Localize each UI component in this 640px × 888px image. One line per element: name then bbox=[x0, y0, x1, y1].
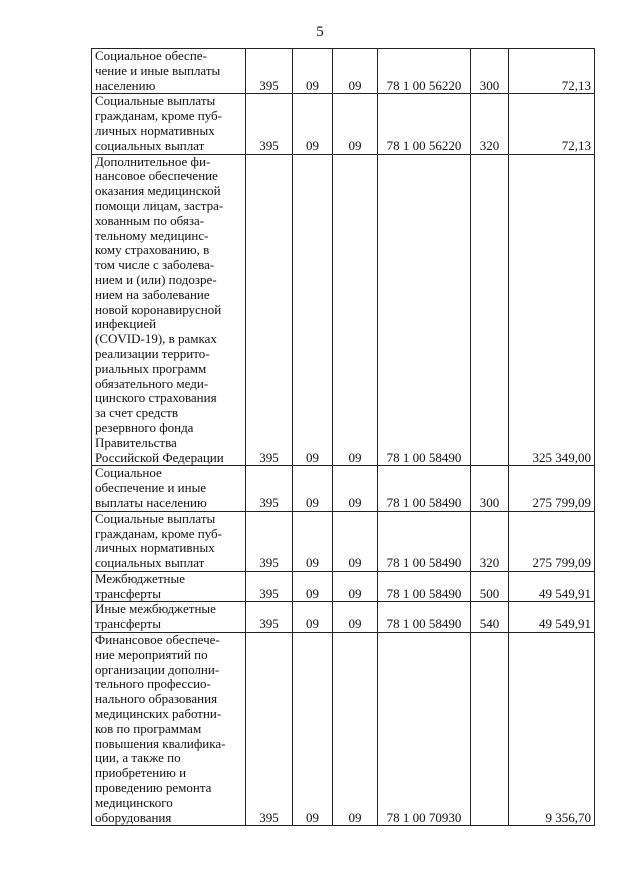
admin-code-cell: 395 bbox=[246, 466, 293, 511]
admin-code-cell: 395 bbox=[246, 602, 293, 633]
amount-cell: 275 799,09 bbox=[509, 511, 595, 571]
amount-cell: 49 549,91 bbox=[509, 602, 595, 633]
subsection-code-cell: 09 bbox=[333, 633, 378, 826]
subsection-code-cell: 09 bbox=[333, 466, 378, 511]
row-description: Финансовое обеспече- ние мероприятий по организации дополни- тельного профессио- нального образования медицинских работни- ков по программам повышения квалифика- ции, а также по приобретению и проведению ремонта медицинского оборудования bbox=[92, 633, 246, 826]
target-article-cell: 78 1 00 58490 bbox=[378, 154, 471, 466]
section-code-cell: 09 bbox=[293, 49, 333, 94]
expense-type-cell: 320 bbox=[471, 511, 509, 571]
subsection-code-cell: 09 bbox=[333, 94, 378, 154]
expense-type-cell: 300 bbox=[471, 49, 509, 94]
admin-code-cell: 395 bbox=[246, 571, 293, 602]
expense-type-cell bbox=[471, 633, 509, 826]
amount-cell: 275 799,09 bbox=[509, 466, 595, 511]
subsection-code-cell: 09 bbox=[333, 49, 378, 94]
target-article-cell: 78 1 00 58490 bbox=[378, 571, 471, 602]
target-article-cell: 78 1 00 58490 bbox=[378, 602, 471, 633]
amount-cell: 9 356,70 bbox=[509, 633, 595, 826]
row-description: Иные межбюджетные трансферты bbox=[92, 602, 246, 633]
table-row bbox=[92, 154, 595, 466]
subsection-code-cell: 09 bbox=[333, 602, 378, 633]
section-code-cell: 09 bbox=[293, 94, 333, 154]
expense-type-cell: 540 bbox=[471, 602, 509, 633]
target-article-cell: 78 1 00 58490 bbox=[378, 511, 471, 571]
admin-code-cell: 395 bbox=[246, 49, 293, 94]
amount-cell: 72,13 bbox=[509, 49, 595, 94]
row-description: Социальное обеспе- чение и иные выплаты населению bbox=[92, 49, 246, 94]
subsection-code-cell: 09 bbox=[333, 154, 378, 466]
target-article-cell: 78 1 00 56220 bbox=[378, 94, 471, 154]
section-code-cell: 09 bbox=[293, 633, 333, 826]
row-description: Социальное обеспечение и иные выплаты населению bbox=[92, 466, 246, 511]
row-description: Социальные выплаты гражданам, кроме пуб- личных нормативных социальных выплат bbox=[92, 94, 246, 154]
section-code-cell: 09 bbox=[293, 154, 333, 466]
row-description: Дополнительное фи- нансовое обеспечение оказания медицинской помощи лицам, застра- хованным по обяза- тельному медицинс- кому страхованию, в том числе с заболева- нием и (или) подозре- нием на заболевание новой коронавирусной инфекцией (COVID-19), в рамках реализации террито- риальных программ обязательного меди- цинского страхования за счет средств резервного фонда Правительства Российской Федерации bbox=[92, 154, 246, 466]
table-row bbox=[92, 94, 595, 154]
amount-cell: 325 349,00 bbox=[509, 154, 595, 466]
table-row bbox=[92, 571, 595, 602]
table-row bbox=[92, 49, 595, 94]
section-code-cell: 09 bbox=[293, 466, 333, 511]
section-code-cell: 09 bbox=[293, 602, 333, 633]
table-row bbox=[92, 602, 595, 633]
target-article-cell: 78 1 00 58490 bbox=[378, 466, 471, 511]
amount-cell: 49 549,91 bbox=[509, 571, 595, 602]
target-article-cell: 78 1 00 56220 bbox=[378, 49, 471, 94]
page-number: 5 bbox=[316, 24, 324, 40]
subsection-code-cell: 09 bbox=[333, 511, 378, 571]
subsection-code-cell: 09 bbox=[333, 571, 378, 602]
section-code-cell: 09 bbox=[293, 511, 333, 571]
expense-type-cell bbox=[471, 154, 509, 466]
row-description: Социальные выплаты гражданам, кроме пуб- личных нормативных социальных выплат bbox=[92, 511, 246, 571]
admin-code-cell: 395 bbox=[246, 633, 293, 826]
expense-type-cell: 300 bbox=[471, 466, 509, 511]
amount-cell: 72,13 bbox=[509, 94, 595, 154]
table-row bbox=[92, 466, 595, 511]
expense-type-cell: 320 bbox=[471, 94, 509, 154]
expense-type-cell: 500 bbox=[471, 571, 509, 602]
target-article-cell: 78 1 00 70930 bbox=[378, 633, 471, 826]
row-description: Межбюджетные трансферты bbox=[92, 571, 246, 602]
admin-code-cell: 395 bbox=[246, 94, 293, 154]
admin-code-cell: 395 bbox=[246, 511, 293, 571]
section-code-cell: 09 bbox=[293, 571, 333, 602]
admin-code-cell: 395 bbox=[246, 154, 293, 466]
table-row bbox=[92, 511, 595, 571]
table-row bbox=[92, 633, 595, 826]
budget-table bbox=[91, 48, 595, 826]
